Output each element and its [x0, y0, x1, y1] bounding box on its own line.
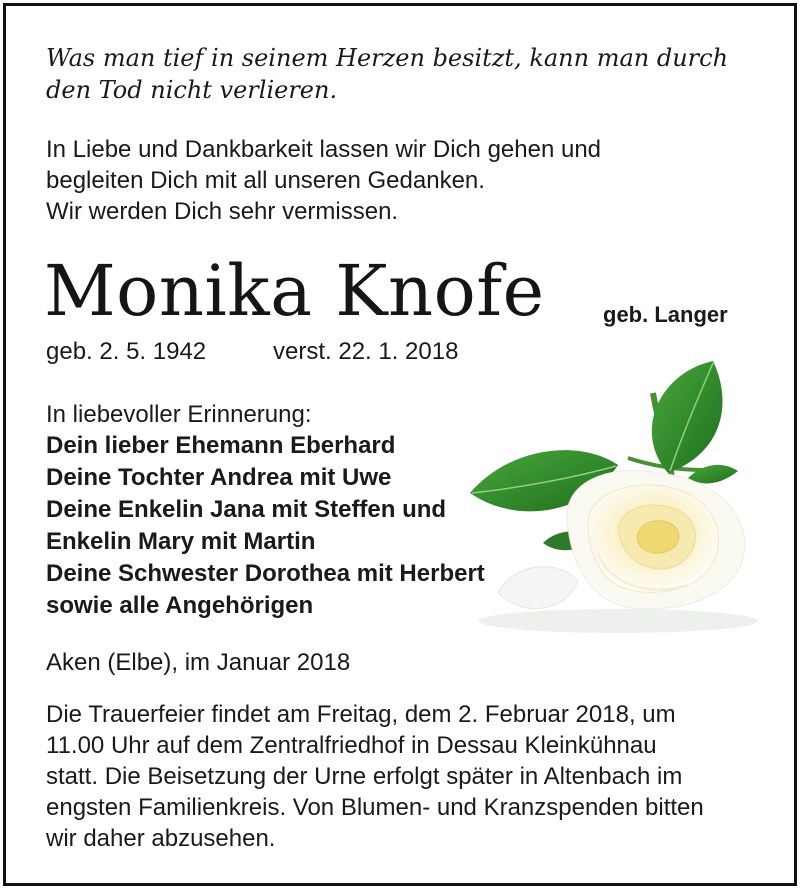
mourner-line: Dein lieber Ehemann Eberhard	[46, 432, 396, 459]
mourners-heading: In liebevoller Erinnerung:	[46, 401, 312, 428]
death-date: verst. 22. 1. 2018	[273, 338, 459, 365]
mourner-line: Deine Tochter Andrea mit Uwe	[46, 464, 392, 491]
mourner-line: Enkelin Mary mit Martin	[46, 528, 316, 555]
ceremony-line: statt. Die Beisetzung der Urne erfolgt später in Altenbach im	[46, 763, 683, 790]
place-date: Aken (Elbe), im Januar 2018	[46, 649, 351, 676]
obituary-notice	[3, 3, 797, 886]
birth-date: geb. 2. 5. 1942	[46, 338, 207, 365]
ceremony-line: wir daher abzusehen.	[46, 825, 276, 852]
ceremony-line: engsten Familienkreis. Von Blumen- und Kranzspenden bitten	[46, 794, 704, 821]
maiden-name: geb. Langer	[603, 302, 728, 327]
white-rose-image	[458, 353, 763, 653]
deceased-name: Monika Knofe	[44, 250, 545, 332]
mourner-line: Deine Enkelin Jana mit Steffen und	[46, 496, 447, 523]
intro-line-3: Wir werden Dich sehr vermissen.	[46, 198, 399, 225]
mourner-line: Deine Schwester Dorothea mit Herbert	[46, 560, 485, 587]
ceremony-line: 11.00 Uhr auf dem Zentralfriedhof in Dessau Kleinkühnau	[46, 732, 657, 759]
intro-line-2: begleiten Dich mit all unseren Gedanken.	[46, 167, 485, 194]
life-dates	[46, 338, 458, 366]
motto-line-1: Was man tief in seinem Herzen besitzt, kann man durch	[46, 44, 729, 72]
intro-line-1: In Liebe und Dankbarkeit lassen wir Dich gehen und	[46, 136, 602, 163]
ceremony-line: Die Trauerfeier findet am Freitag, dem 2. Februar 2018, um	[46, 701, 676, 728]
motto-line-2: den Tod nicht verlieren.	[46, 76, 338, 104]
mourner-line: sowie alle Angehörigen	[46, 592, 314, 619]
